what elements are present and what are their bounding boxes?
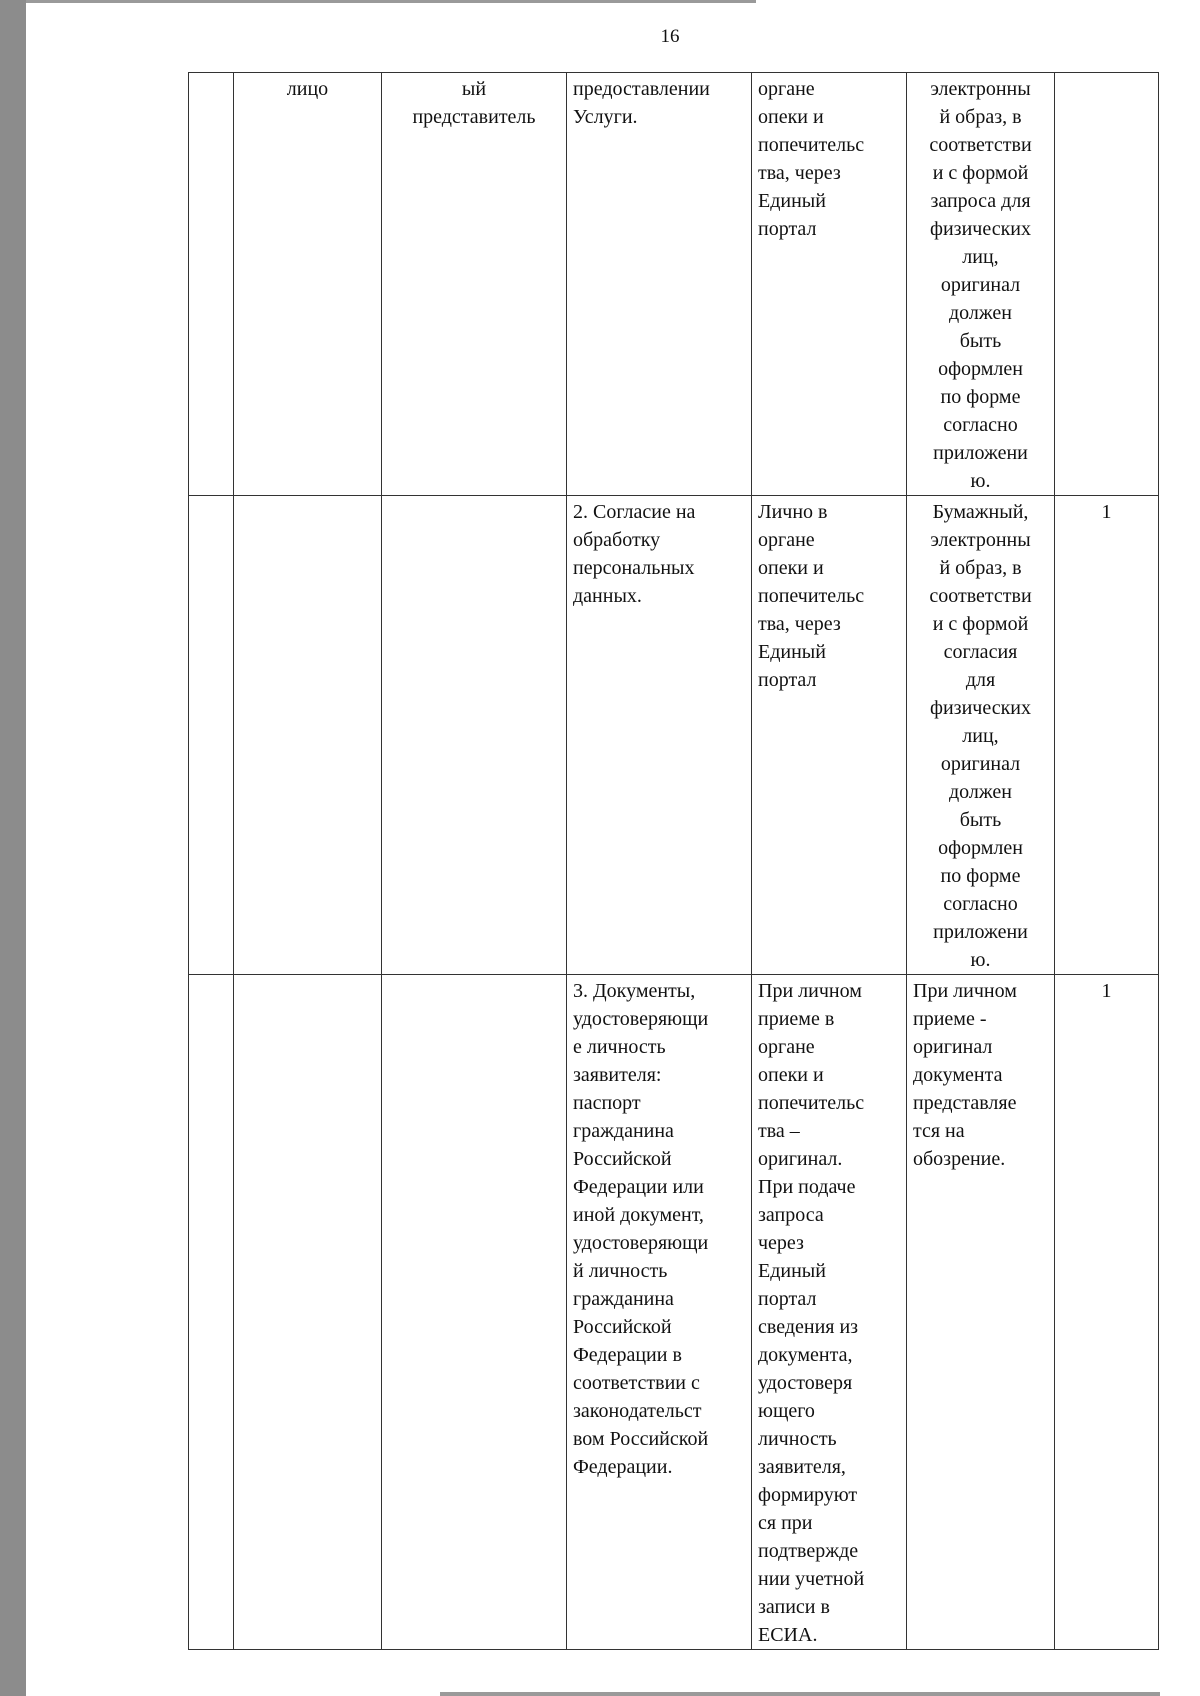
table-cell-submission-method: При личном приеме в органе опеки и попечительс тва – оригинал. При подаче запроса через Единый портал сведения из документа, удостоверя ющего личность заявителя, формируют ся при подтвержде нии учетной записи в ЕСИА. (752, 975, 907, 1650)
scan-top-edge (26, 0, 756, 3)
table-cell-applicant: лицо (234, 73, 382, 496)
table-cell-submission-method: Лично в органе опеки и попечительс тва, через Единый портал (752, 496, 907, 975)
document-table (188, 72, 1159, 1650)
table-row (189, 73, 1159, 496)
table-cell-index (189, 496, 234, 975)
page-number: 16 (660, 26, 680, 47)
table-cell-count: 1 (1055, 975, 1159, 1650)
table-row (189, 975, 1159, 1650)
table-cell-form-requirements: При личном приеме - оригинал документа представляе тся на обозрение. (907, 975, 1055, 1650)
table-cell-count: 1 (1055, 496, 1159, 975)
table-cell-submission-method: органе опеки и попечительс тва, через Единый портал (752, 73, 907, 496)
table-cell-applicant (234, 496, 382, 975)
scan-bottom-edge (440, 1692, 1160, 1696)
table-cell-index (189, 73, 234, 496)
table-cell-representative (382, 496, 567, 975)
table-cell-representative: ый представитель (382, 73, 567, 496)
table-cell-form-requirements: электронны й образ, в соответстви и с формой запроса для физических лиц, оригинал должен быть оформлен по форме согласно приложени ю. (907, 73, 1055, 496)
table-cell-document: 3. Документы, удостоверяющи е личность заявителя: паспорт гражданина Российской Федерации или иной документ, удостоверяющи й личность гражданина Российской Федерации в соответствии с законодательст вом Российской Федерации. (567, 975, 752, 1650)
table-cell-index (189, 975, 234, 1650)
table-row (189, 496, 1159, 975)
table-cell-representative (382, 975, 567, 1650)
scan-left-edge (0, 0, 26, 1696)
table-cell-document: предоставлении Услуги. (567, 73, 752, 496)
table-cell-applicant (234, 975, 382, 1650)
table-cell-form-requirements: Бумажный, электронны й образ, в соответстви и с формой согласия для физических лиц, оригинал должен быть оформлен по форме согласно приложени ю. (907, 496, 1055, 975)
table-cell-document: 2. Согласие на обработку персональных данных. (567, 496, 752, 975)
table-cell-count (1055, 73, 1159, 496)
